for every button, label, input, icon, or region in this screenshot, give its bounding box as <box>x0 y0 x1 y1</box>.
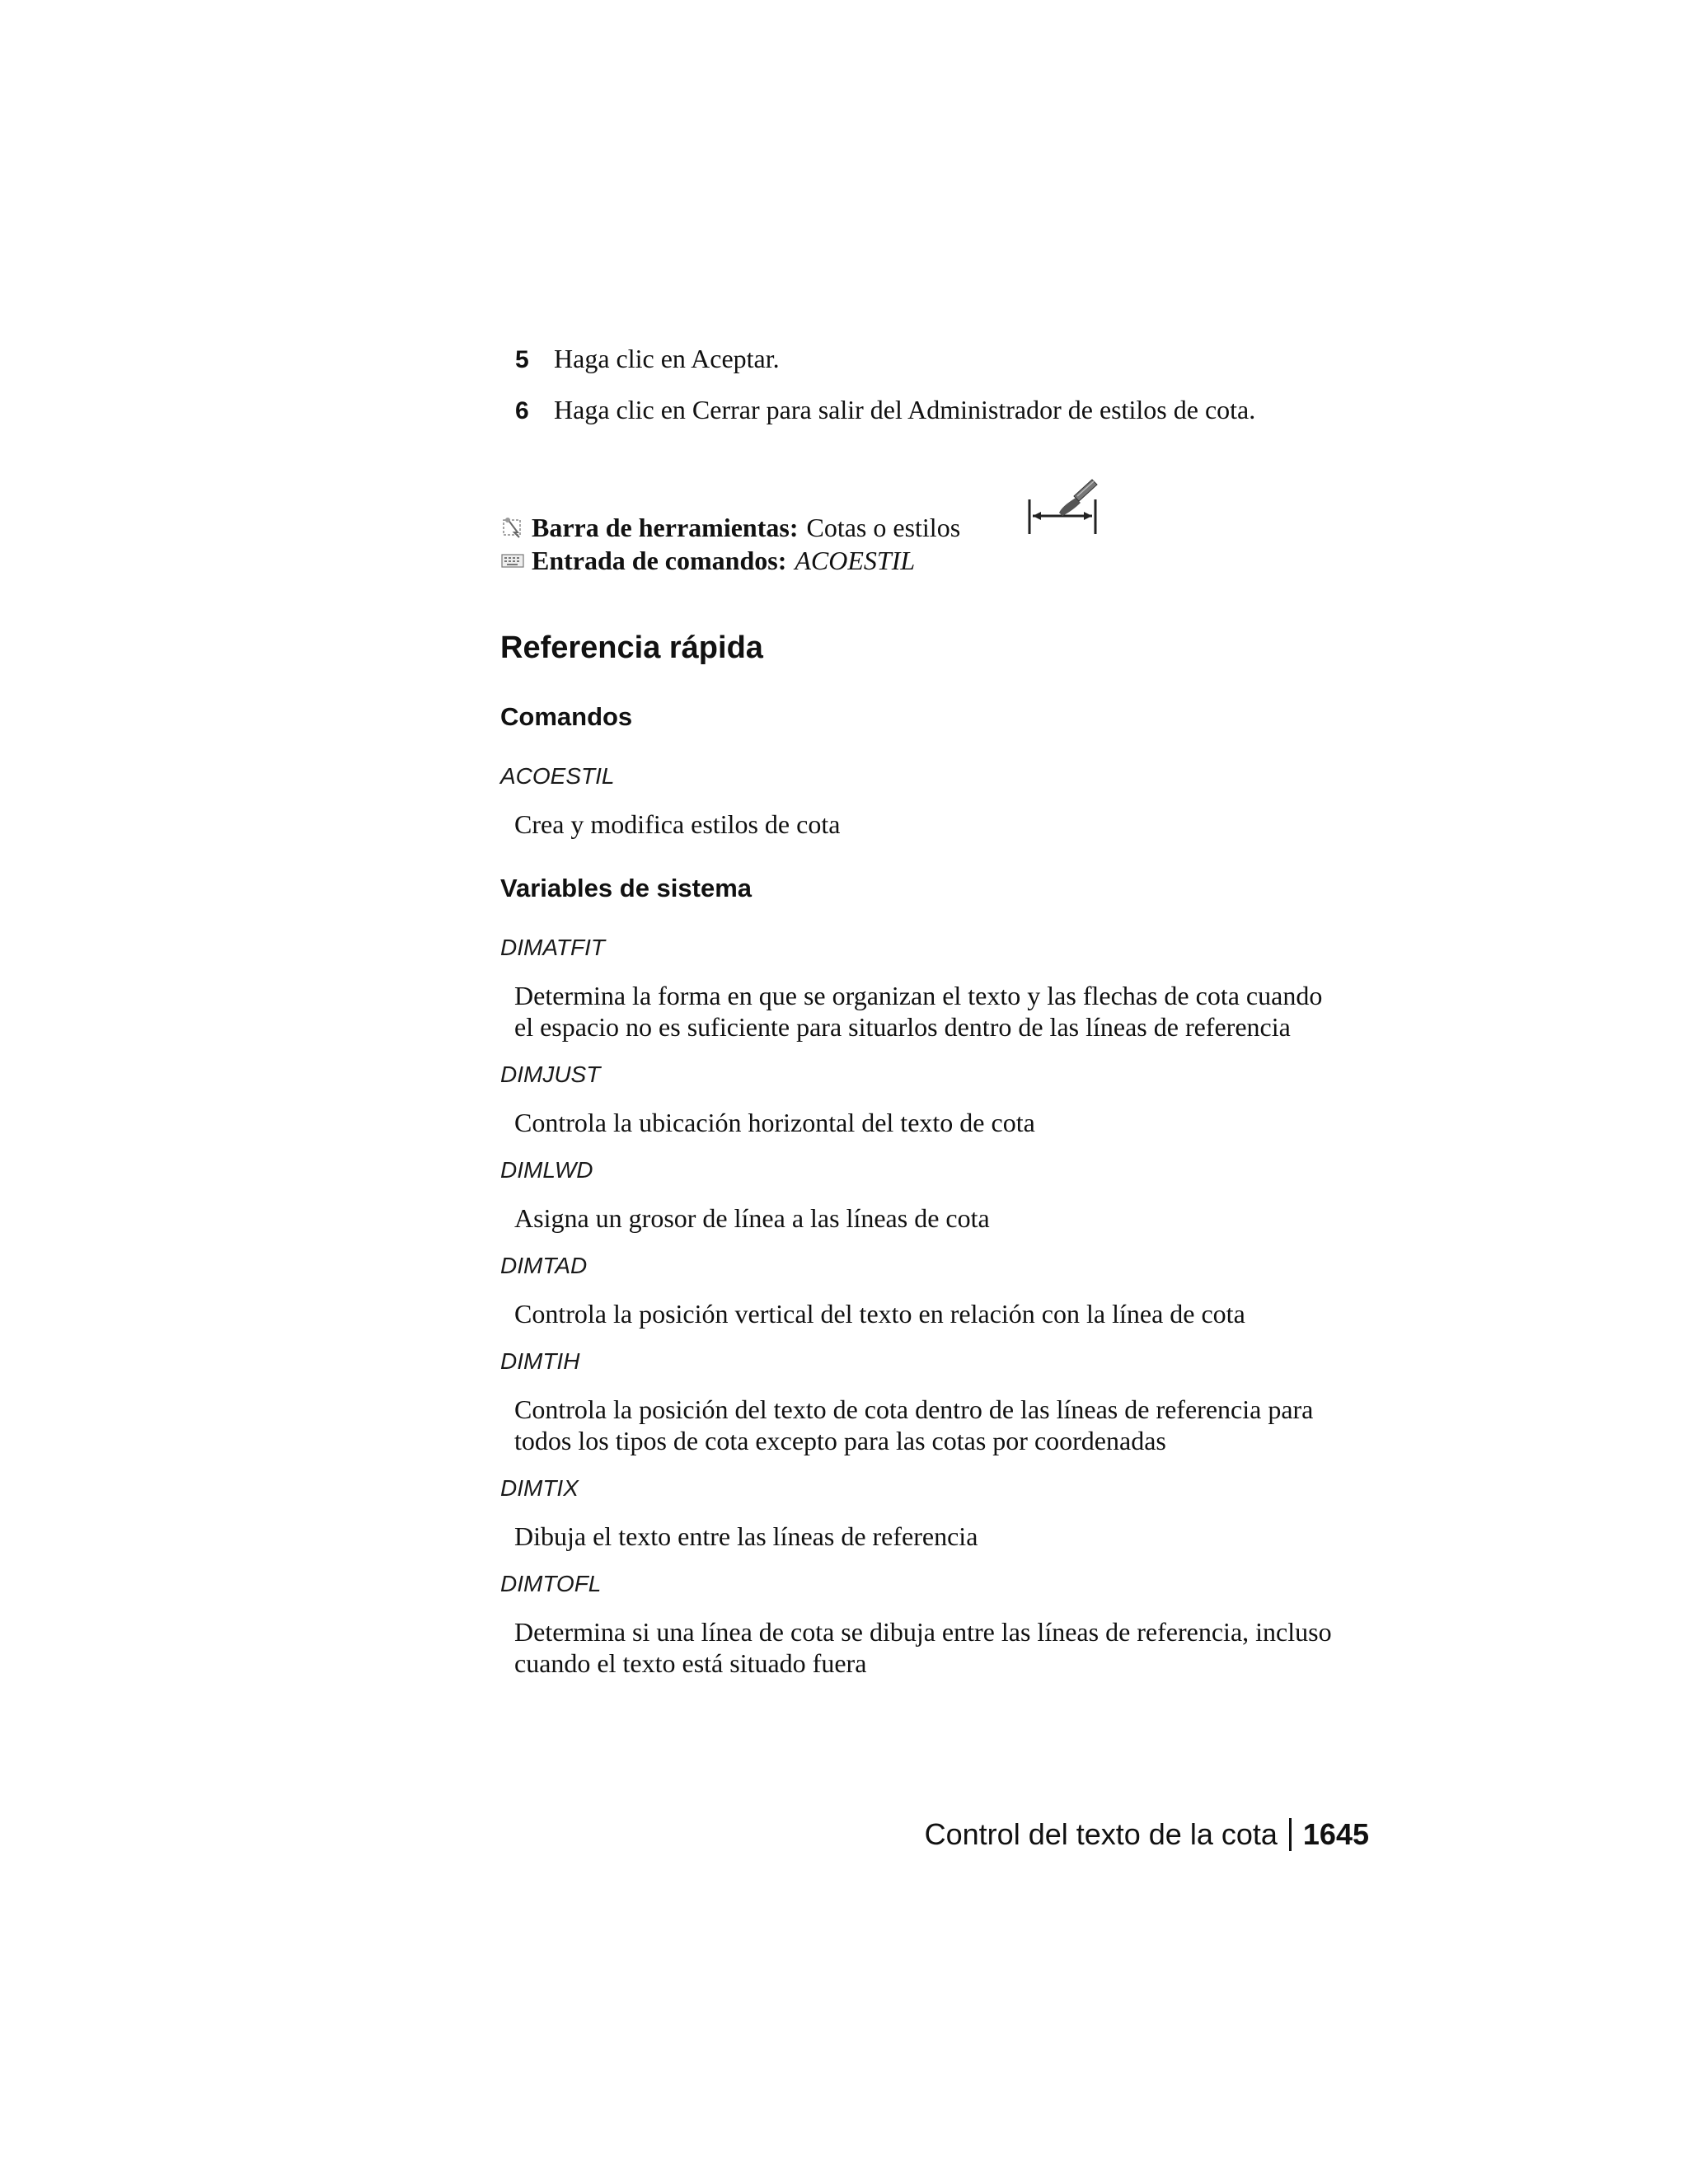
toolbar-icon <box>500 515 525 540</box>
keyboard-icon <box>500 548 525 573</box>
sysvar-description <box>514 1616 1421 1679</box>
sysvar-description <box>514 1394 1421 1456</box>
step-text: Haga clic en Cerrar para salir del Administrador de estilos de cota. <box>554 395 1256 424</box>
description-line: Controla la ubicación horizontal del texto de cota <box>514 1108 1035 1137</box>
commands-heading: Comandos <box>500 702 633 731</box>
description-line: el espacio no es suficiente para situarlos dentro de las líneas de referencia <box>514 1012 1291 1042</box>
sysvar-name: DIMTIX <box>500 1475 579 1501</box>
sysvar-description <box>514 1298 1421 1329</box>
page-number: 1645 <box>1302 1817 1369 1851</box>
steps-list <box>515 342 1422 444</box>
description-line: Controla la posición del texto de cota dentro de las líneas de referencia para <box>514 1394 1314 1424</box>
step-item <box>515 342 1422 377</box>
description-line: Determina la forma en que se organizan el texto y las flechas de cota cuando <box>514 981 1323 1010</box>
dimension-style-icon <box>1026 476 1099 541</box>
command-access-value: ACOESTIL <box>795 546 916 575</box>
description-line: Asigna un grosor de línea a las líneas de cota <box>514 1203 990 1233</box>
footer-separator <box>1289 1818 1292 1851</box>
command-access-line <box>500 544 960 577</box>
sysvar-description <box>514 980 1421 1043</box>
sysvar-description <box>514 1107 1421 1138</box>
command-name: ACOESTIL <box>500 763 615 789</box>
step-text: Haga clic en Aceptar. <box>554 344 780 373</box>
sysvar-name: DIMTIH <box>500 1348 580 1374</box>
sysvar-name: DIMTOFL <box>500 1571 602 1596</box>
command-description: Crea y modifica estilos de cota <box>514 809 841 839</box>
sysvar-name: DIMLWD <box>500 1157 593 1183</box>
description-line: todos los tipos de cota excepto para las cotas por coordenadas <box>514 1426 1166 1455</box>
toolbar-access-label: Barra de herramientas: <box>532 513 799 542</box>
access-methods <box>500 511 960 577</box>
description-line: Controla la posición vertical del texto en relación con la línea de cota <box>514 1299 1245 1329</box>
toolbar-access-value: Cotas o estilos <box>806 513 961 542</box>
step-number: 5 <box>515 346 529 373</box>
command-access-label: Entrada de comandos: <box>532 546 787 575</box>
step-number: 6 <box>515 397 529 424</box>
sysvar-description <box>514 1521 1421 1552</box>
sysvar-name: DIMTAD <box>500 1253 588 1278</box>
step-item <box>515 393 1422 428</box>
toolbar-access-line <box>500 511 960 544</box>
sysvar-name: DIMJUST <box>500 1062 601 1087</box>
description-line: Dibuja el texto entre las líneas de referencia <box>514 1521 978 1551</box>
description-line: cuando el texto está situado fuera <box>514 1648 867 1678</box>
description-line: Determina si una línea de cota se dibuja entre las líneas de referencia, incluso <box>514 1617 1332 1647</box>
sysvars-heading: Variables de sistema <box>500 874 753 902</box>
sysvar-name: DIMATFIT <box>500 935 606 960</box>
quick-reference-title: Referencia rápida <box>500 630 763 665</box>
page-footer <box>925 1816 1369 1854</box>
footer-section-title: Control del texto de la cota <box>924 1817 1278 1851</box>
sysvar-description <box>514 1202 1421 1234</box>
